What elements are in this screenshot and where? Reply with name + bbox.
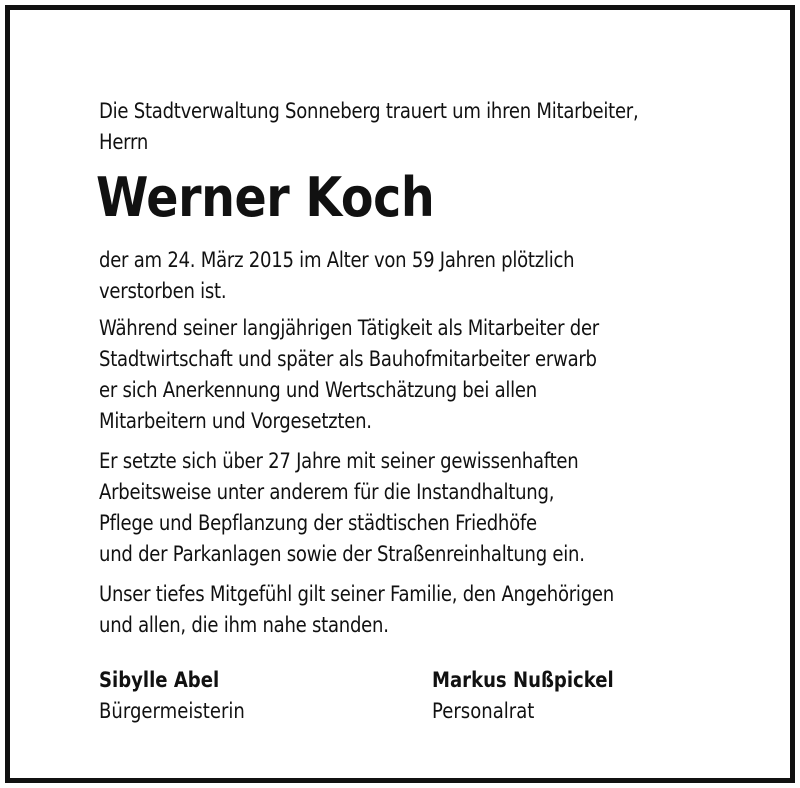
- text-line: Pflege und Bepflanzung der städtischen Friedhöfe: [99, 511, 537, 535]
- paragraph-death-date: [99, 245, 649, 307]
- text-line: Während seiner langjährigen Tätigkeit als Mitarbeiter der: [99, 316, 599, 340]
- intro-line: Herrn: [99, 130, 149, 154]
- text-line: der am 24. März 2015 im Alter von 59 Jahren plötzlich: [99, 248, 575, 272]
- text-line: Stadtwirtschaft und später als Bauhofmitarbeiter erwarb: [99, 347, 597, 371]
- text-line: Arbeitsweise unter anderem für die Instandhaltung,: [99, 480, 555, 504]
- text-line: verstorben ist.: [99, 279, 227, 303]
- signatory-name: Sibylle Abel: [99, 668, 220, 692]
- text-line: Mitarbeitern und Vorgesetzten.: [99, 409, 372, 433]
- signatory-role: Bürgermeisterin: [99, 699, 245, 723]
- text-line: und allen, die ihm nahe standen.: [99, 613, 389, 637]
- text-line: Unser tiefes Mitgefühl gilt seiner Familie, den Angehörigen: [99, 582, 614, 606]
- signature-mayor: [99, 665, 245, 727]
- intro-line: Die Stadtverwaltung Sonneberg trauert um ihren Mitarbeiter,: [99, 99, 639, 123]
- intro-text: [99, 96, 649, 158]
- signatory-name: Markus Nußpickel: [432, 668, 614, 692]
- paragraph-condolence: [99, 579, 649, 641]
- text-line: Er setzte sich über 27 Jahre mit seiner gewissenhaften: [99, 449, 579, 473]
- signatory-role: Personalrat: [432, 699, 535, 723]
- paragraph-career: [99, 313, 649, 437]
- text-line: er sich Anerkennung und Wertschätzung bei allen: [99, 378, 537, 402]
- paragraph-service: [99, 446, 649, 570]
- text-line: und der Parkanlagen sowie der Straßenreinhaltung ein.: [99, 542, 585, 566]
- deceased-name: Werner Koch: [96, 166, 435, 229]
- signature-staff-council: [432, 665, 614, 727]
